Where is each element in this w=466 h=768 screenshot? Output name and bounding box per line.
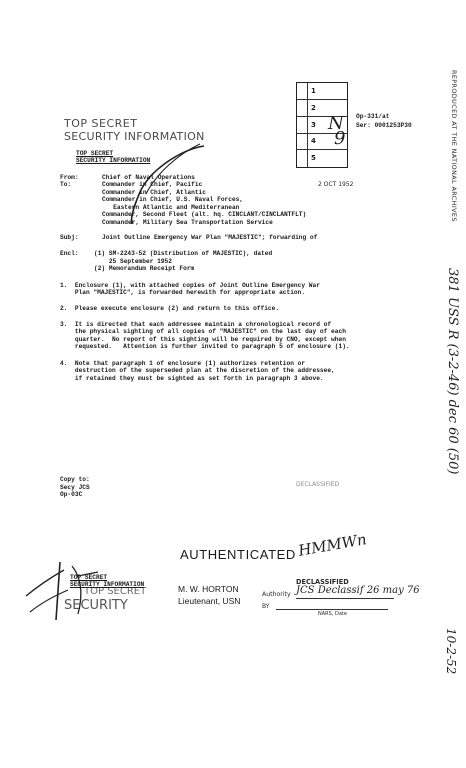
signature-name: M. W. HORTON xyxy=(178,584,239,594)
to-line: Commander in Chief, U.S. Naval Forces, xyxy=(102,196,244,203)
archives-side-stamp: REPRODUCED AT THE NATIONAL ARCHIVES xyxy=(450,70,458,222)
routing-mark-n: N xyxy=(328,113,344,134)
side-date: 10-2-52 xyxy=(444,628,458,675)
routing-mark-9: 9 xyxy=(334,128,346,149)
routing-row: 1 xyxy=(297,83,347,100)
routing-row: 3 xyxy=(297,117,347,134)
to-line: Commander in Chief, Atlantic xyxy=(102,188,206,196)
copy-to-line: Op-03C xyxy=(60,491,83,498)
to-line: Eastern Atlantic and Mediterranean xyxy=(102,203,240,211)
authority-underline xyxy=(296,598,394,599)
subject-value: Joint Outline Emergency War Plan "MAJESTIC"; forwarding of xyxy=(102,234,318,241)
bottom-typed-class-1: TOP SECRET xyxy=(70,574,108,581)
to-line: Commander in Chief, Pacific xyxy=(102,181,203,188)
bottom-top-secret-stamp: TOP SECRET xyxy=(84,586,147,597)
side-handwriting: 381 USS R (3-2-46) dec 60 (50) xyxy=(445,268,460,475)
paragraph-1: 1. Enclosure (1), with attached copies of Joint Outline Emergency War Plan "MAJESTIC", is forwarded herewith for appropriate action. xyxy=(60,282,320,297)
to-label: To: xyxy=(60,181,72,188)
enclosure-line: (1) SM-2243-52 (Distribution of MAJESTIC), dated xyxy=(94,250,273,257)
top-secret-stamp: TOP SECRET xyxy=(64,117,138,130)
routing-row: 4 xyxy=(297,133,347,150)
authenticated-stamp: AUTHENTICATED xyxy=(180,547,296,562)
date-stamp: 2 OCT 1952 xyxy=(318,181,354,188)
routing-row: 2 xyxy=(297,100,347,117)
typed-classification-1: TOP SECRET xyxy=(76,150,114,157)
authority-handwriting: JCS Declassif 26 may 76 xyxy=(296,585,420,596)
paragraph-2: 2. Please execute enclosure (2) and return to this office. xyxy=(60,305,280,312)
to-line: Commander, Second Fleet (alt. hq. CINCLANT/CINCLANTFLT) xyxy=(102,211,307,218)
faint-declassified: DECLASSIFIED xyxy=(296,481,340,488)
routing-row: 5 xyxy=(311,154,316,163)
bottom-scribble-mark xyxy=(20,556,110,626)
file-reference: Op-331/at xyxy=(356,113,390,120)
to-line: Commander, Military Sea Transportation Service xyxy=(102,218,273,226)
nars-date-label: NARS, Date xyxy=(318,611,347,617)
authority-label: Authority xyxy=(262,591,291,598)
typed-classification-2: SECURITY INFORMATION xyxy=(76,157,151,164)
handwritten-signature: HMMWn xyxy=(296,530,368,560)
from-label: From: xyxy=(60,174,79,181)
signature-rank: Lieutenant, USN xyxy=(178,596,241,606)
bottom-typed-class-2: SECURITY INFORMATION xyxy=(70,581,145,588)
from-value: Chief of Naval Operations xyxy=(102,174,195,181)
bottom-security-stamp: SECURITY xyxy=(64,598,128,613)
declassified-stamp: DECLASSIFIED xyxy=(296,578,349,586)
copy-to-label: Copy to: xyxy=(60,476,90,483)
serial-number: Ser: 0001253P30 xyxy=(356,122,412,129)
paragraph-4: 4. Note that paragraph 1 of enclosure (1) authorizes retention or destruction of the superseded plan at the discretion of the addressee, if retained they must be sighted as set forth in paragraph 3 above. xyxy=(60,360,335,382)
paragraph-3: 3. It is directed that each addressee maintain a chronological record of the physical sighting of all copies of "MAJESTIC" on the last day of each quarter. No report of this sighting will be required by CNO, except when requested. Attention is further invited to paragraph 5 of enclosure (1). xyxy=(60,321,350,351)
subject-label: Subj: xyxy=(60,234,79,241)
enclosure-label: Encl: xyxy=(60,250,79,257)
enclosure-line: 25 September 1952 xyxy=(94,257,172,265)
copy-to-line: Secy JCS xyxy=(60,483,90,491)
by-label: BY xyxy=(262,603,270,610)
security-info-stamp: SECURITY INFORMATION xyxy=(64,130,205,143)
enclosure-line: (2) Memorandum Receipt Form xyxy=(94,265,195,272)
by-underline xyxy=(276,609,388,610)
